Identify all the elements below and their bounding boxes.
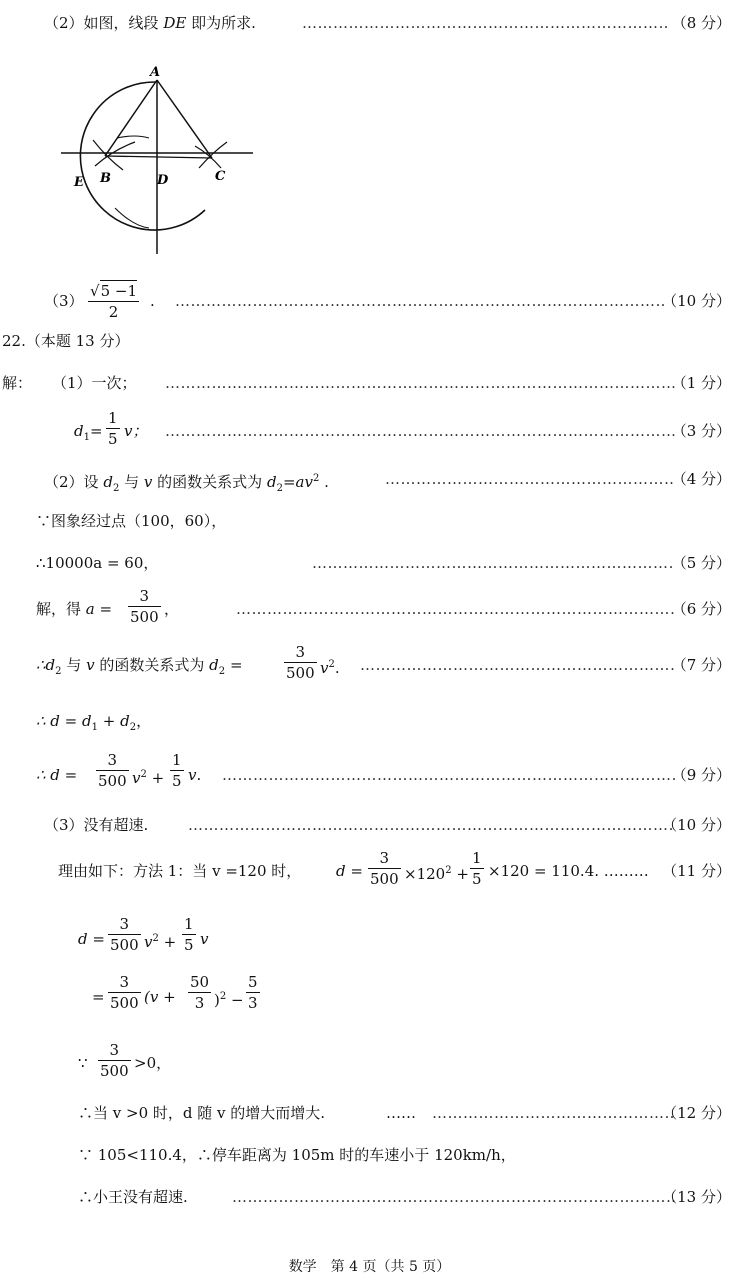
label-b: B: [100, 171, 111, 186]
part2-row: [0, 10, 739, 36]
side-ab: [105, 80, 157, 156]
leader-dots: [232, 1184, 675, 1210]
construction-arc: [80, 82, 205, 230]
solution-line-8: ∴ $d = d_1 + d_2$，: [36, 712, 152, 733]
solution-line-2: [0, 408, 739, 452]
page-footer: 数学 第 4 页（共 5 页）: [288, 1259, 451, 1275]
arc-mark-top: [117, 136, 149, 138]
fraction-5-3: $\frac{5}{3}$: [248, 973, 258, 1012]
q22-heading-row: [0, 328, 739, 354]
solution-line-6: 解，得 a = $\frac{3}{500}$ ， ………………………………………………………………………………………………………………………………………………………… （6 分）: [0, 584, 739, 634]
fraction-1-5: $\frac{1}{5}$: [172, 751, 182, 790]
leader-dots: [175, 288, 667, 314]
solution-line-17: [0, 1184, 739, 1210]
score-3: （3 分）: [671, 422, 731, 440]
side-ac: [157, 80, 212, 158]
side-bc: [105, 156, 212, 158]
part3-row: [0, 280, 739, 324]
solution-line-12: d = $\frac{3}{500}$ $v^2$ + $\frac{1}{5}$ v: [78, 915, 209, 954]
fraction-3-500: $\frac{3}{500}$: [130, 587, 159, 626]
score-5: （5 分）: [671, 554, 731, 572]
score-11: （11 分）: [662, 862, 731, 880]
part2-label: （2）如图，线段: [44, 14, 159, 32]
score-4: （4 分）: [671, 470, 731, 488]
leader-dots: [188, 812, 675, 838]
fraction-3-500: $\frac{3}{500}$: [98, 751, 127, 790]
arc-mark-b: [93, 140, 123, 170]
line2-v: v；: [124, 422, 148, 440]
line4-text: ∵图象经过点（100，60），: [36, 512, 227, 530]
score-13: （13 分）: [662, 1188, 731, 1206]
fraction-1-5: $\frac{1}{5}$: [108, 409, 118, 448]
fraction-3-500: $\frac{3}{500}$: [110, 915, 139, 954]
fraction-3-500: $\frac{3}{500}$: [100, 1041, 129, 1080]
label-d: D: [157, 173, 169, 188]
fraction-3-500: $\frac{3}{500}$: [110, 973, 139, 1012]
line15-text: ∴当 v >0 时，d 随 v 的增大而增大.: [78, 1104, 326, 1122]
label-c: C: [215, 169, 226, 184]
line10-text: （3）没有超速.: [44, 816, 149, 834]
fraction-3-500: $\frac{3}{500}$: [370, 849, 399, 888]
solution-line-3: （2）设 $d_2$ 与 v 的函数关系式为 $d_2=av^2$ . ………………………………………………………………………………………………………………………………………………………… （4 分）: [0, 466, 739, 492]
part2-label-end: 即为所求.: [191, 14, 256, 32]
line5-text: ∴10000a = 60，: [36, 554, 159, 572]
leader-dots: [432, 1100, 675, 1126]
label-a: A: [150, 65, 161, 80]
part3-tail: .: [150, 292, 155, 310]
arc-mark-bottom: [115, 208, 149, 228]
solution-line-10: [0, 812, 739, 838]
score-6: （6 分）: [671, 600, 731, 618]
fraction-1-5: $\frac{1}{5}$: [184, 915, 194, 954]
arc-mark-b2: [95, 142, 135, 166]
solution-line-14: ∵ $\frac{3}{500}$ >0，: [78, 1041, 172, 1080]
score-10a: （10 分）: [662, 292, 731, 310]
solution-prefix: 解：: [2, 374, 33, 392]
leader-dots: [222, 762, 675, 788]
leader-dots: [165, 418, 675, 444]
solution-line-15: ∴当 v >0 时，d 随 v 的增大而增大. …… ………………………………………………………………………………………………………………………………………………………… （12 分）: [0, 1100, 739, 1126]
var-d: d: [74, 422, 84, 440]
score-12: （12 分）: [662, 1104, 731, 1122]
part3-den: 2: [88, 301, 139, 322]
sub-1: 1: [83, 432, 90, 443]
score-8: （8 分）: [671, 14, 731, 32]
solution-line-4: [0, 508, 739, 534]
leader-dots: [165, 370, 675, 396]
solution-line-9: ∴ d = $\frac{3}{500}$ $v^2$ + $\frac{1}{5}$ v. ………………………………………………………………………………………………………………………………………………………… （9 分）: [0, 748, 739, 800]
solution-line-11: 理由如下：方法 1：当 v =120 时， d = $\frac{3}{500}$ $\times 120^2$ + $\frac{1}{5}$ ×120 = 110.4. ……… （11 分）: [58, 849, 731, 888]
line1-text: （1）一次；: [52, 374, 137, 392]
construction-figure: [55, 58, 265, 258]
line16-text: ∵ 105<110.4，∴停车距离为 105m 时的车速小于 120km/h，: [78, 1146, 516, 1164]
score-7: （7 分）: [671, 656, 731, 674]
line17-text: ∴小王没有超速.: [78, 1188, 188, 1206]
solution-line-1: [0, 370, 739, 396]
leader-dots: [302, 10, 667, 36]
score-1: （1 分）: [671, 374, 731, 392]
label-e: E: [74, 175, 84, 190]
leader-dots: [312, 550, 675, 576]
equals: =: [89, 422, 103, 440]
part3-num: 5 −1: [100, 282, 137, 300]
leader-dots: [385, 466, 675, 492]
q22-heading: 22.（本题 13 分）: [2, 332, 130, 350]
part3-label: （3）: [44, 292, 84, 310]
solution-line-7: $\therefore d_2$ 与 v 的函数关系式为 $d_2$ = $\frac{3}{500}$ $v^2$. ………………………………………………………………………………………………………………………………………………………… （7 分）: [0, 640, 739, 690]
leader-dots: [236, 596, 675, 622]
score-9: （9 分）: [671, 766, 731, 784]
fraction-50-3: $\frac{50}{3}$: [190, 973, 210, 1012]
fraction-1-5: $\frac{1}{5}$: [472, 849, 482, 888]
score-10b: （10 分）: [662, 816, 731, 834]
solution-line-16: [0, 1142, 739, 1168]
part3-fraction: $\frac{√5 -1}{2}$: [90, 282, 137, 321]
fraction-3-500: $\frac{3}{500}$: [286, 643, 315, 682]
line11-text: 理由如下：方法 1：当 v =120 时，: [58, 862, 302, 880]
leader-dots: [360, 652, 675, 678]
solution-line-5: [0, 550, 739, 576]
part2-var: DE: [163, 14, 187, 32]
solution-line-13: = $\frac{3}{500}$ (v + $\frac{50}{3}$ )$^2$ − $\frac{5}{3}$: [92, 973, 258, 1012]
